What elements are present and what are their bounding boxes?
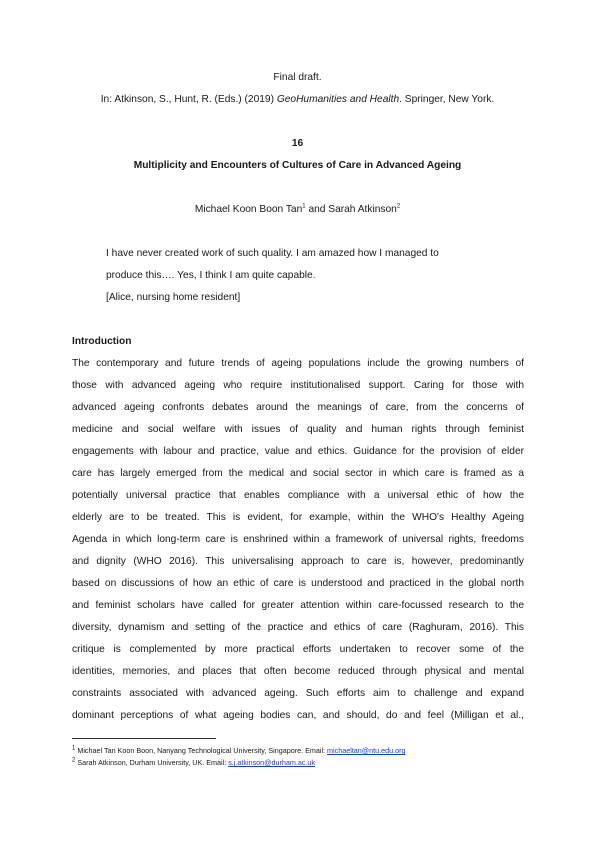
author-line: [0, 204, 595, 215]
body-line: Agenda in which long-term care is enshrined within a framework of universal rights, freedoms: [72, 534, 524, 545]
epigraph-line-1: I have never created work of such quality. I am amazed how I managed to: [106, 248, 439, 259]
book-title: GeoHumanities and Health: [276, 94, 400, 105]
footnote-1-mark: 1: [72, 745, 76, 752]
author-2: Sarah Atkinson: [328, 204, 397, 215]
epigraph-line-2: produce this…. Yes, I think I am quite capable.: [106, 270, 316, 281]
section-heading: Introduction: [72, 336, 132, 347]
body-line: elderly are to be treated. This is evident, for example, within the WHO's Healthy Ageing: [72, 512, 524, 523]
footnote-2-email-link[interactable]: s.j.atkinson@durham.ac.uk: [228, 758, 316, 767]
chapter-number: 16: [291, 138, 304, 149]
footnote-2-text: Sarah Atkinson, Durham University, UK. Email:: [75, 758, 229, 767]
footnote-2-mark: 2: [72, 757, 76, 764]
author-1: Michael Koon Boon Tan: [194, 204, 303, 215]
author-connector: and: [305, 204, 329, 215]
body-line: diversity, dynamism and setting of the practice and ethics of care (Raghuram, 2016). This: [72, 622, 524, 633]
body-line: potentially universal practice that enables compliance with a universal ethic of how the: [72, 490, 524, 501]
body-line: and feminist scholars have called for greater attention within care-focussed research to the: [72, 600, 524, 611]
footnote-1-email-link[interactable]: michaeltan@ntu.edu.org: [327, 746, 406, 755]
body-line: engagements with labour and practice, value and ethics. Guidance for the provision of elder: [72, 446, 524, 457]
chapter-title: Multiplicity and Encounters of Cultures of Care in Advanced Ageing: [133, 160, 462, 171]
footnote-2: [72, 758, 315, 767]
citation-prefix: In: Atkinson, S., Hunt, R. (Eds.) (2019): [100, 94, 277, 105]
footnote-1-text: Michael Tan Koon Boon, Nanyang Technological University, Singapore. Email:: [75, 746, 328, 755]
citation-suffix: . Springer, New York.: [399, 94, 495, 105]
body-line: and dignity (WHO 2016). This universalising approach to care is, however, predominantly: [72, 556, 524, 567]
body-line: medicine and social welfare with issues of quality and human rights through feminist: [72, 424, 524, 435]
body-line: based on discussions of how an ethic of care is understood and practiced in the global north: [72, 578, 524, 589]
body-line: care has largely emerged from the medical and social sector in which care is framed as a: [72, 468, 524, 479]
footnote-ref-2[interactable]: 2: [396, 203, 401, 210]
footnote-1: [72, 746, 405, 755]
draft-status: Final draft.: [273, 72, 322, 83]
body-line: identities, memories, and places that often become reduced through physical and mental: [72, 666, 524, 677]
footnote-separator: [72, 738, 216, 739]
epigraph-attribution: [Alice, nursing home resident]: [106, 292, 241, 303]
body-line: The contemporary and future trends of ageing populations include the growing numbers of: [72, 358, 524, 369]
citation-line: [0, 94, 595, 105]
body-line: critique is complemented by more practical efforts undertaken to recover some of the: [72, 644, 524, 655]
body-line: constraints associated with advanced ageing. Such efforts aim to challenge and expand: [72, 688, 524, 699]
footnote-ref-1[interactable]: 1: [302, 203, 306, 210]
body-line: those with advanced ageing who require institutionalised support. Caring for those with: [72, 380, 524, 391]
body-line: dominant perceptions of what ageing bodies can, and should, do and feel (Milligan et al.,: [72, 710, 524, 721]
body-line: advanced ageing confronts debates around the meanings of care, from the concerns of: [72, 402, 524, 413]
